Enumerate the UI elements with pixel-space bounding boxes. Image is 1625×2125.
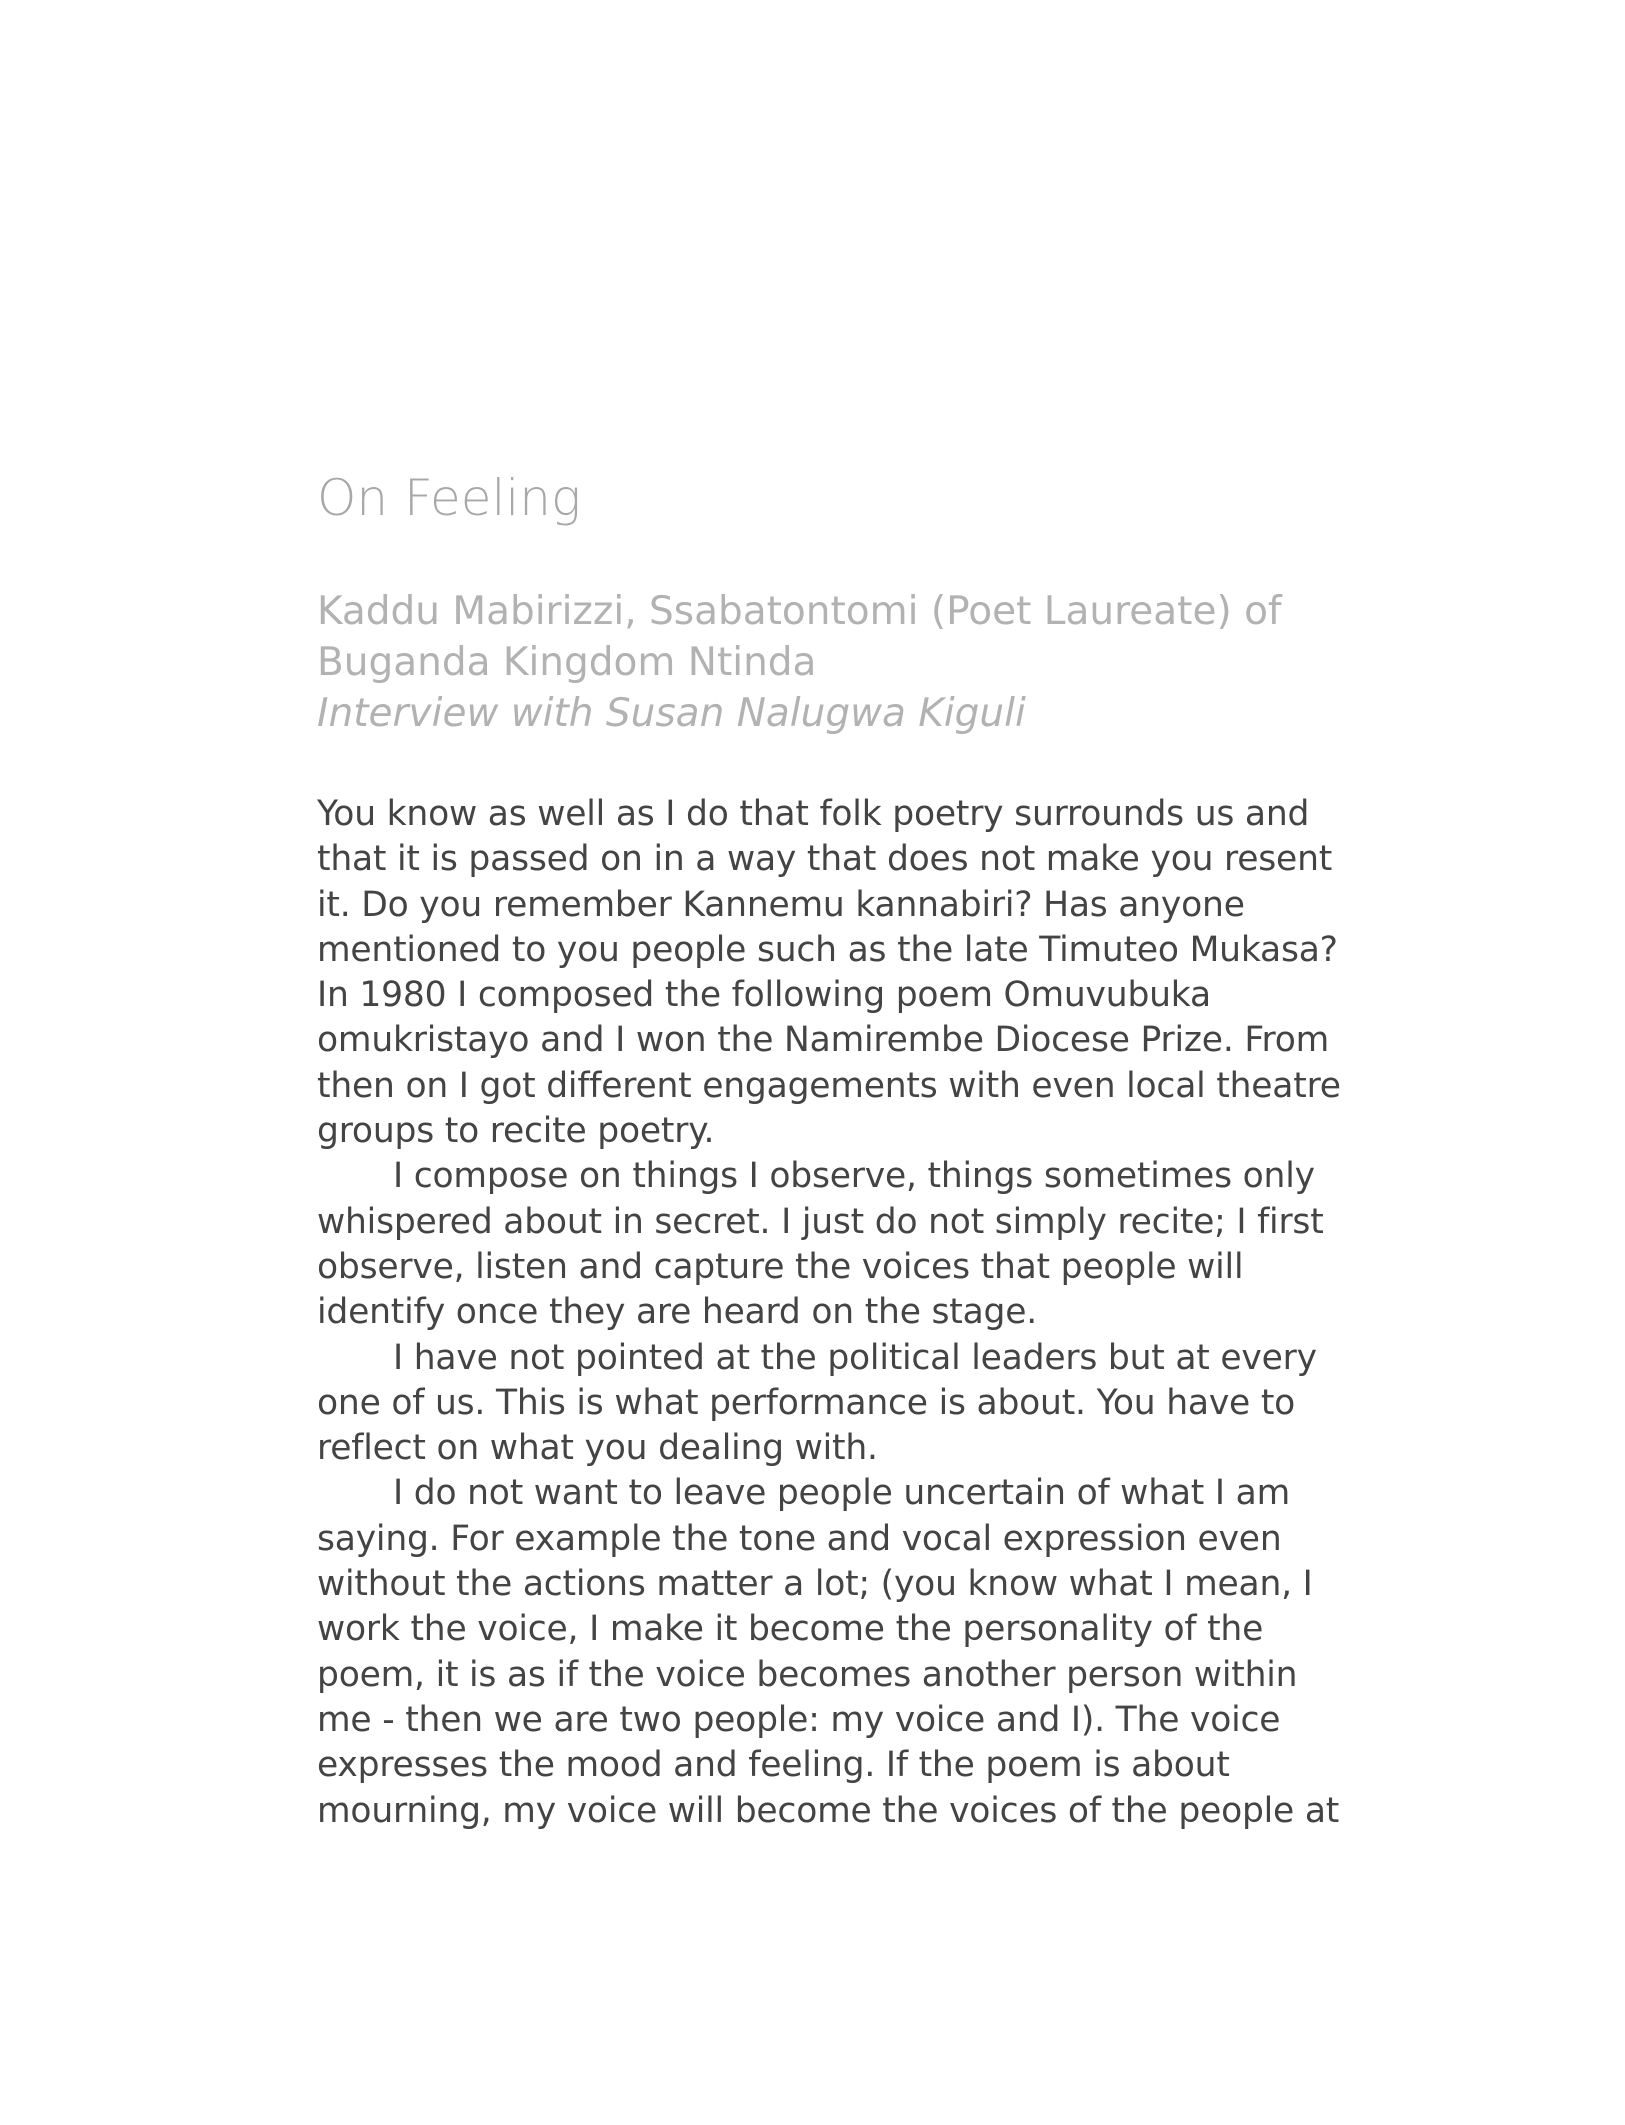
body-line: reflect on what you dealing with. [317,1428,878,1469]
body-line: then on I got different engagements with even local theatre [317,1065,1341,1106]
interview-credit: Interview with Susan Nalugwa Kiguli [317,691,1026,736]
body-line: it. Do you remember Kannemu kannabiri? Has anyone [317,884,1245,925]
body-line: one of us. This is what performance is about. You have to [317,1382,1296,1423]
body-text [317,792,1341,1834]
body-line: omukristayo and I won the Namirembe Diocese Prize. From [317,1020,1330,1061]
body-line: that it is passed on in a way that does not make you resent [317,839,1333,880]
byline [317,586,1282,739]
body-line: poem, it is as if the voice becomes another person within [317,1654,1298,1695]
body-line: I do not want to leave people uncertain of what I am [393,1473,1290,1514]
author-line-2: Buganda Kingdom Ntinda [317,640,817,685]
body-line: mentioned to you people such as the late Timuteo Mukasa? [317,929,1338,970]
author-line-1: Kaddu Mabirizzi, Ssabatontomi (Poet Laureate) of [317,589,1282,634]
body-line: mourning, my voice will become the voices of the people at [317,1790,1340,1831]
body-line: groups to recite poetry. [317,1111,715,1152]
body-line: observe, listen and capture the voices that people will [317,1246,1244,1287]
body-line: saying. For example the tone and vocal expression even [317,1518,1282,1559]
page-title: On Feeling [317,469,581,527]
body-line: without the actions matter a lot; (you know what I mean, I [317,1564,1313,1605]
body-line: You know as well as I do that folk poetry surrounds us and [317,794,1310,834]
body-line: work the voice, I make it become the personality of the [317,1609,1264,1650]
body-line: I compose on things I observe, things sometimes only [393,1156,1315,1197]
body-line: me - then we are two people: my voice and I). The voice [317,1699,1281,1740]
body-line: identify once they are heard on the stage. [317,1292,1038,1333]
body-line: expresses the mood and feeling. If the poem is about [317,1745,1230,1786]
body-line: whispered about in secret. I just do not simply recite; I first [317,1201,1324,1242]
body-line: In 1980 I composed the following poem Omuvubuka [317,975,1211,1016]
body-line: I have not pointed at the political leaders but at every [393,1337,1317,1378]
